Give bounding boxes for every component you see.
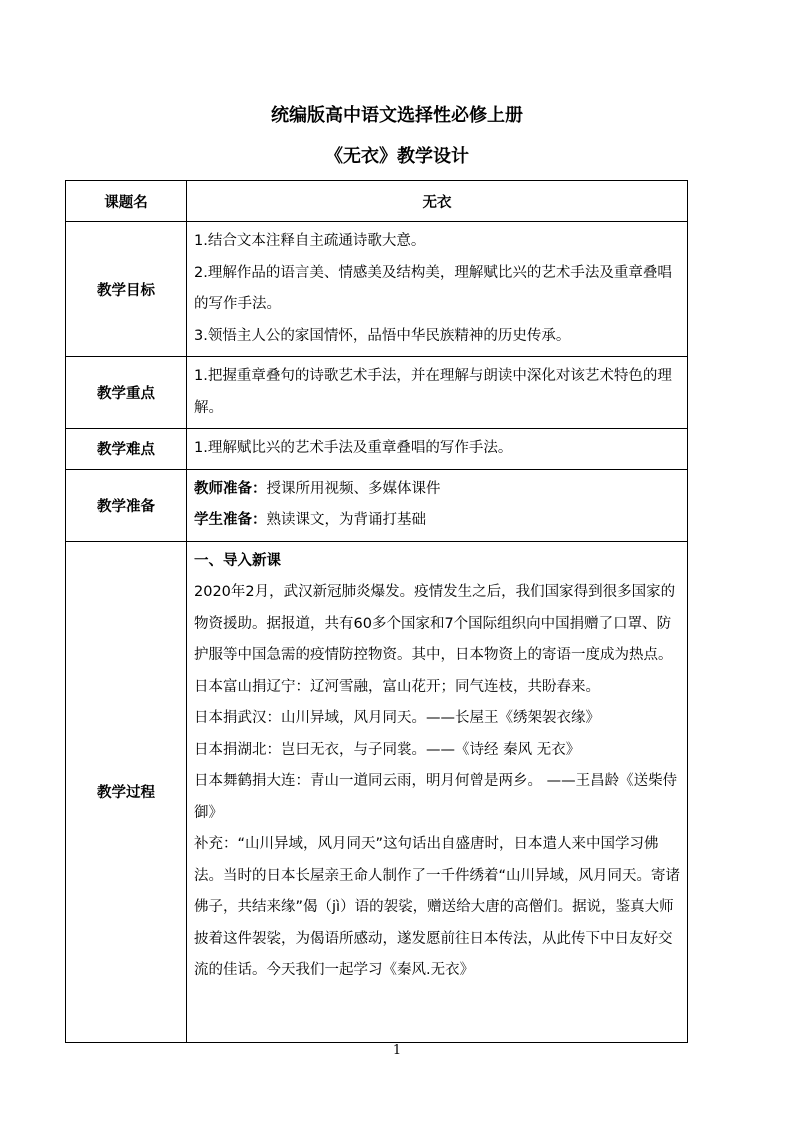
- goals-content: [187, 222, 688, 357]
- table-row-difficulties: [66, 429, 688, 470]
- process-paragraph: 日本富山捐辽宁：辽河雪融，富山花开；同气连枝，共盼春来。: [194, 678, 600, 695]
- topic-value: 无衣: [187, 181, 688, 222]
- table-row-preparation: [66, 469, 688, 541]
- table-row-topic: [66, 181, 688, 222]
- process-paragraph: 2020年2月，武汉新冠肺炎爆发。疫情发生之后，我们国家得到很多国家的物资援助。据报道，共有60多个国家和7个国际组织向中国捐赠了口罩、防护服等中国急需的疫情防控物资。其中，日本物资上的寄语一度成为热点。: [194, 584, 676, 663]
- row-label-process: 教学过程: [66, 541, 187, 1042]
- student-preparation: [194, 505, 681, 537]
- process-paragraph: 日本捐武汉：山川异域，风月同天。——长屋王《绣架袈衣缘》: [194, 710, 600, 726]
- process-content: [187, 541, 688, 1042]
- process-paragraph: 日本捐湖北：岂曰无衣，与子同裳。——《诗经 秦风 无衣》: [194, 741, 581, 758]
- process-paragraph: 日本舞鹤捐大连：青山一道同云雨，明月何曾是两乡。 ——王昌龄《送柴侍御》: [194, 773, 678, 821]
- difficulty-item: 1.理解赋比兴的艺术手法及重章叠唱的写作手法。: [194, 440, 513, 456]
- goal-item: 3.领悟主人公的家国情怀，品悟中华民族精神的历史传承。: [194, 327, 571, 344]
- teacher-preparation: [194, 474, 681, 506]
- table-row-key-points: [66, 357, 688, 429]
- row-label-preparation: 教学准备: [66, 469, 187, 541]
- row-label-goals: 教学目标: [66, 222, 187, 357]
- teacher-preparation-value: 授课所用视频、多媒体课件: [266, 480, 441, 497]
- teacher-preparation-label: 教师准备：: [194, 480, 267, 497]
- goal-item: 1.结合文本注释自主疏通诗歌大意。: [194, 233, 426, 249]
- document-subtitle: 《无衣》教学设计: [325, 146, 469, 167]
- key-point-item: 1.把握重章叠句的诗歌艺术手法，并在理解与朗读中深化对该艺术特色的理解。: [194, 368, 672, 416]
- table-row-goals: [66, 222, 688, 357]
- row-label-topic: 课题名: [66, 181, 187, 222]
- student-preparation-label: 学生准备：: [194, 512, 267, 528]
- process-paragraph: 补充：“山川异域，风月同天”这句话出自盛唐时，日本遣人来中国学习佛法。当时的日本长屋亲王命人制作了一千件绣着“山川异域，风月同天。寄诸佛子，共结来缘”偈（jì）语的袈裟，赠送给大唐的高僧们。据说，鉴真大师披着这件袈裟，为偈语所感动，遂发愿前往日本传法，从此传下中日友好交流的佳话。今天我们一起学习《秦风.无衣》: [194, 836, 681, 978]
- process-heading: 一、导入新课: [194, 552, 281, 569]
- key-points-content: [187, 357, 688, 429]
- document-title: 统编版高中语文选择性必修上册: [271, 105, 523, 126]
- difficulties-content: [187, 429, 688, 470]
- goal-item: 2.理解作品的语言美、情感美及结构美，理解赋比兴的艺术手法及重章叠唱的写作手法。: [194, 264, 672, 312]
- lesson-plan-table: [65, 180, 688, 1043]
- table-row-process: [66, 541, 688, 1042]
- preparation-content: [187, 469, 688, 541]
- student-preparation-value: 熟读课文，为背诵打基础: [266, 512, 426, 528]
- row-label-key-points: 教学重点: [66, 357, 187, 429]
- page-number: 1: [392, 1043, 402, 1058]
- row-label-difficulties: 教学难点: [66, 429, 187, 470]
